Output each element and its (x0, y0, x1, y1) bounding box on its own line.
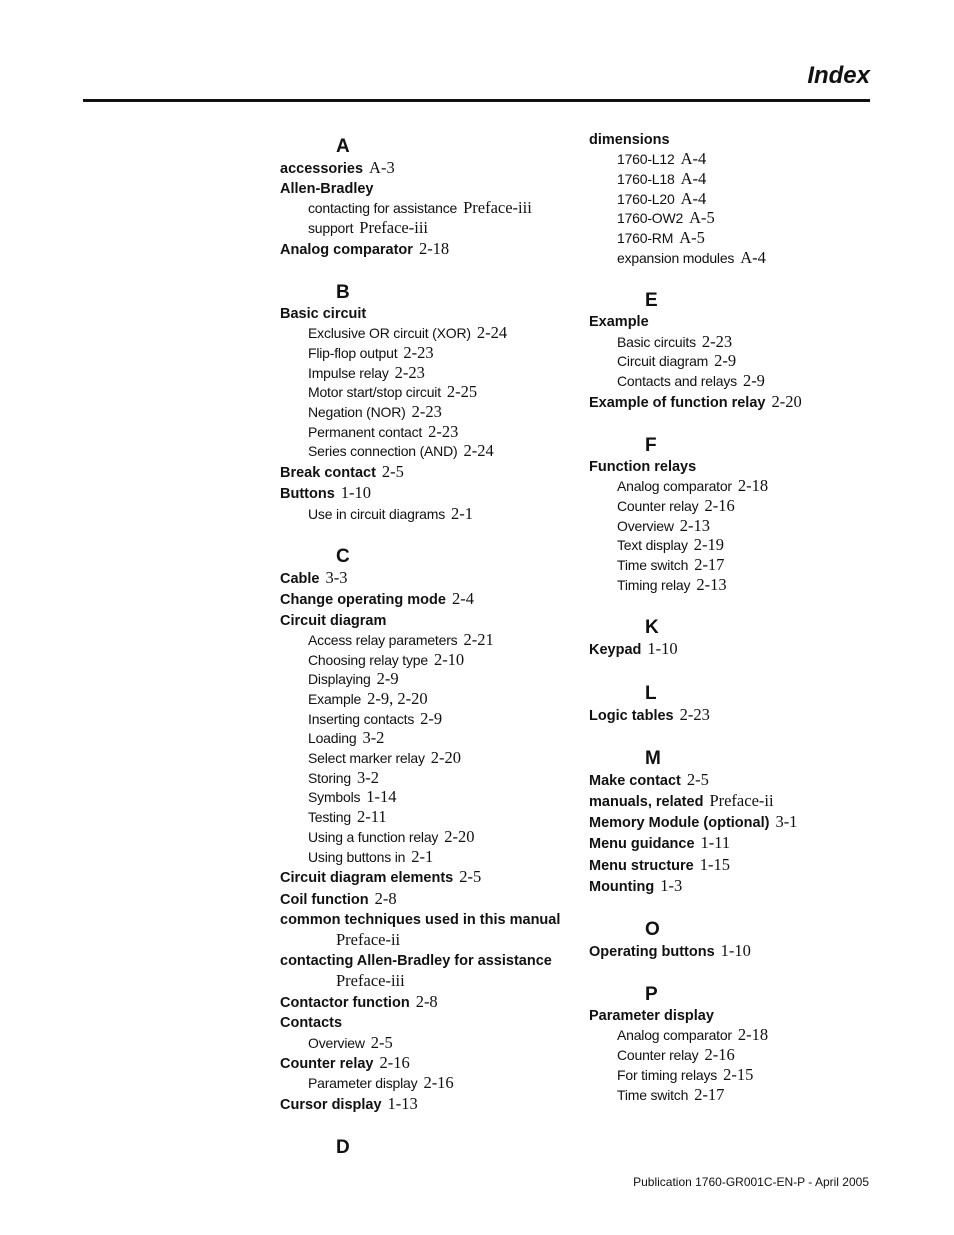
index-entry (280, 1013, 580, 1033)
subentry-term: Symbols (308, 789, 361, 806)
entry-term: Example of function relay (589, 394, 766, 411)
index-subentry (280, 505, 580, 525)
entry-term: Break contact (280, 465, 376, 482)
entry-page: 3-3 (325, 568, 348, 588)
subentry-page: 2-9 (420, 708, 443, 728)
subentry-term: Parameter display (308, 1075, 418, 1092)
subentry-page: 2-21 (463, 629, 494, 649)
subentry-term: Permanent contact (308, 423, 423, 440)
subentry-term: Using buttons in (308, 848, 406, 865)
entry-page: 1-10 (647, 639, 678, 659)
index-entry (280, 589, 580, 610)
subentry-page: 2-23 (428, 421, 459, 441)
subentry-term: Basic circuits (617, 333, 696, 350)
subentry-page: 2-25 (446, 382, 478, 402)
index-subentry (280, 324, 580, 344)
entry-page: A-3 (369, 158, 395, 177)
entry-page: 2-5 (686, 769, 709, 789)
subentry-page: 2-23 (394, 362, 425, 382)
index-entry (280, 951, 580, 971)
index-subentry (589, 576, 869, 596)
subentry-page: 2-16 (704, 495, 735, 515)
subentry-term: Storing (308, 769, 351, 786)
subentry-term: Loading (308, 730, 357, 747)
subentry-term: For timing relays (617, 1066, 718, 1083)
subentry-page: 2-13 (679, 515, 710, 535)
index-entry (280, 867, 580, 888)
subentry-term: expansion modules (617, 249, 735, 266)
index-entry (280, 483, 580, 504)
entry-term: Parameter display (589, 1008, 714, 1025)
index-subentry (589, 1086, 869, 1106)
index-entry (589, 833, 869, 854)
subentry-page: 2-5 (370, 1032, 393, 1052)
index-entry (589, 392, 869, 413)
entry-term: Contacts (280, 1015, 343, 1032)
index-subentry (589, 1066, 869, 1086)
index-section (280, 1137, 580, 1159)
index-section (589, 290, 869, 413)
entry-term: Coil function (280, 891, 369, 908)
index-subentry (280, 1074, 580, 1094)
subentry-term: Motor start/stop circuit (308, 384, 441, 401)
subentry-page: 2-23 (701, 331, 733, 351)
entry-page: Preface-iii (336, 971, 405, 991)
index-subentry (589, 209, 869, 229)
index-entry (280, 568, 580, 589)
entry-term: Menu guidance (589, 836, 695, 853)
index-subentry (589, 477, 869, 497)
index-subentry (589, 1026, 869, 1046)
index-entry (280, 304, 580, 324)
index-entry (280, 158, 580, 179)
section-letter: L (645, 682, 657, 704)
entry-term: Operating buttons (589, 943, 715, 960)
index-subentry (280, 749, 580, 769)
entry-term: Menu structure (589, 857, 694, 874)
subentry-page: 2-24 (463, 441, 494, 461)
index-subentry (589, 190, 869, 210)
subentry-term: Impulse relay (308, 364, 389, 381)
index-column-right (589, 130, 869, 1127)
entry-page: 2-8 (374, 888, 397, 908)
index-section (589, 617, 869, 660)
index-entry (280, 239, 580, 260)
entry-page: 2-5 (459, 867, 482, 887)
index-subentry (280, 710, 580, 730)
subentry-page: 3-2 (362, 728, 385, 748)
subentry-term: Counter relay (617, 1047, 699, 1064)
entry-term: Buttons (280, 486, 335, 503)
index-subentry (280, 364, 580, 384)
subentry-page: A-4 (680, 149, 707, 169)
subentry-page: 2-1 (411, 846, 434, 866)
index-entry (280, 611, 580, 631)
index-subentry (280, 670, 580, 690)
entry-term: common techniques used in this manual (280, 911, 561, 928)
subentry-term: support (308, 220, 354, 237)
entry-page: 1-13 (387, 1094, 418, 1114)
subentry-term: Use in circuit diagrams (308, 505, 445, 522)
entry-term: Analog comparator (280, 241, 413, 258)
subentry-term: Time switch (617, 1086, 689, 1103)
entry-term: Keypad (589, 642, 642, 659)
entry-page-continued (280, 971, 580, 992)
index-entry (280, 462, 580, 483)
index-section (589, 683, 869, 726)
index-entry (589, 876, 869, 897)
subentry-page: Preface-iii (359, 218, 429, 238)
subentry-term: 1760-L20 (617, 190, 675, 207)
index-subentry (280, 219, 580, 239)
subentry-page: 2-15 (723, 1064, 754, 1084)
entry-term: Logic tables (589, 707, 674, 724)
subentry-page: 2-17 (694, 554, 725, 574)
index-subentry (280, 631, 580, 651)
index-entry (589, 1006, 869, 1026)
index-subentry (280, 383, 580, 403)
entry-page: 2-23 (679, 704, 710, 724)
index-subentry (280, 199, 580, 219)
index-entry (589, 130, 869, 150)
index-subentry (589, 150, 869, 170)
header-rule (83, 99, 870, 102)
subentry-page: 2-1 (451, 503, 473, 523)
subentry-term: Testing (308, 809, 351, 826)
index-subentry (589, 229, 869, 249)
index-column-left (280, 130, 580, 1181)
section-letter: E (645, 290, 658, 312)
entry-term: Function relays (589, 458, 697, 475)
entry-term: contacting Allen-Bradley for assistance (280, 952, 552, 969)
subentry-page: Preface-iii (463, 198, 532, 218)
subentry-term: Series connection (AND) (308, 443, 458, 460)
subentry-page: 2-9, 2-20 (367, 688, 428, 708)
index-entry (280, 889, 580, 910)
subentry-term: Access relay parameters (308, 631, 458, 648)
entry-term: accessories (280, 161, 364, 177)
subentry-page: 2-9 (376, 669, 399, 689)
subentry-term: 1760-L12 (617, 151, 675, 168)
entry-term: Circuit diagram elements (280, 870, 454, 887)
section-letter: P (645, 984, 658, 1006)
entry-term: Make contact (589, 772, 681, 789)
index-subentry (280, 651, 580, 671)
index-entry (589, 855, 869, 876)
subentry-page: 3-2 (356, 767, 379, 787)
entry-page: 1-11 (700, 833, 731, 853)
subentry-term: Flip-flop output (308, 344, 398, 361)
entry-page: Preface-ii (336, 929, 401, 949)
subentry-page: 2-17 (694, 1084, 725, 1104)
entry-term: Counter relay (280, 1056, 374, 1073)
index-subentry (280, 423, 580, 443)
entry-page: Preface-ii (709, 790, 774, 810)
entry-page: 2-4 (451, 589, 474, 609)
index-entry (280, 992, 580, 1013)
subentry-term: Exclusive OR circuit (XOR) (308, 325, 471, 342)
subentry-term: Choosing relay type (308, 651, 428, 668)
entry-page: 2-18 (418, 238, 450, 258)
index-subentry (280, 848, 580, 868)
index-subentry (280, 403, 580, 423)
entry-term: Cursor display (280, 1097, 382, 1114)
entry-term: Circuit diagram (280, 612, 387, 629)
index-entry (589, 812, 869, 833)
subentry-page: 2-11 (356, 807, 387, 827)
subentry-page: 2-20 (430, 748, 462, 768)
index-subentry (589, 170, 869, 190)
subentry-term: Overview (308, 1034, 365, 1051)
index-entry (280, 1094, 580, 1115)
index-subentry (589, 497, 869, 517)
index-section (589, 130, 869, 268)
subentry-page: A-4 (680, 188, 707, 208)
index-subentry (589, 536, 869, 556)
index-subentry (589, 249, 869, 269)
subentry-term: contacting for assistance (308, 200, 458, 217)
subentry-term: Analog comparator (617, 1027, 732, 1044)
index-entry (589, 941, 869, 962)
subentry-term: Analog comparator (617, 478, 732, 495)
entry-term: Contactor function (280, 995, 410, 1012)
section-letter: K (645, 617, 659, 639)
subentry-term: Text display (617, 537, 688, 554)
subentry-page: 2-16 (423, 1073, 454, 1093)
entry-page: 1-15 (699, 854, 730, 874)
entry-page: 2-20 (771, 391, 802, 411)
subentry-page: 2-10 (433, 649, 465, 669)
page-title: Index (807, 62, 870, 89)
index-subentry (280, 1034, 580, 1054)
subentry-term: Timing relay (617, 576, 691, 593)
entry-page: 1-3 (660, 875, 683, 895)
subentry-term: Circuit diagram (617, 353, 709, 370)
section-letter: O (645, 918, 660, 940)
subentry-page: 2-19 (693, 535, 724, 555)
publication-footer: Publication 1760-GR001C-EN-P - April 2005 (633, 1175, 869, 1189)
index-entry (589, 705, 869, 726)
subentry-term: Inserting contacts (308, 710, 415, 727)
index-entry (589, 457, 869, 477)
subentry-page: 2-9 (714, 351, 737, 371)
subentry-term: 1760-OW2 (617, 210, 684, 227)
section-letter: B (336, 282, 350, 304)
index-subentry (589, 517, 869, 537)
entry-term: Cable (280, 571, 320, 588)
section-letter: M (645, 747, 661, 769)
index-entry (280, 910, 580, 930)
subentry-term: Overview (617, 517, 674, 534)
subentry-term: Time switch (617, 556, 689, 573)
entry-page-continued (280, 930, 580, 951)
subentry-term: Example (308, 690, 362, 707)
subentry-page: 2-9 (742, 371, 765, 391)
index-entry (280, 179, 580, 199)
subentry-page: 2-24 (476, 323, 508, 343)
subentry-term: Negation (NOR) (308, 404, 406, 421)
subentry-page: 2-23 (411, 402, 442, 422)
index-entry (589, 639, 869, 660)
index-section (280, 546, 580, 1115)
index-subentry (589, 333, 869, 353)
entry-term: dimensions (589, 132, 670, 148)
subentry-page: 2-18 (737, 476, 769, 496)
index-subentry (589, 372, 869, 392)
index-subentry (280, 690, 580, 710)
index-subentry (280, 729, 580, 749)
index-section (589, 748, 869, 897)
subentry-page: A-4 (680, 168, 707, 188)
section-letter: D (336, 1137, 350, 1159)
index-subentry (280, 344, 580, 364)
entry-term: Mounting (589, 878, 655, 895)
section-letter: C (336, 546, 350, 568)
subentry-term: Counter relay (617, 497, 699, 514)
entry-term: Example (589, 314, 649, 331)
subentry-page: A-4 (740, 247, 766, 267)
index-subentry (280, 808, 580, 828)
index-section (280, 136, 580, 260)
subentry-term: 1760-L18 (617, 170, 675, 187)
index-subentry (280, 442, 580, 462)
subentry-page: 2-23 (403, 342, 434, 362)
entry-page: 2-5 (381, 462, 404, 482)
section-letter: A (336, 136, 350, 157)
entry-page: 1-10 (720, 940, 751, 960)
subentry-term: 1760-RM (617, 230, 674, 247)
index-section (280, 282, 580, 524)
subentry-term: Select marker relay (308, 750, 425, 767)
subentry-term: Using a function relay (308, 828, 439, 845)
index-subentry (280, 788, 580, 808)
index-subentry (589, 352, 869, 372)
entry-page: 2-16 (379, 1053, 410, 1073)
subentry-page: A-5 (689, 208, 715, 228)
index-subentry (589, 1046, 869, 1066)
index-section (589, 919, 869, 962)
entry-term: Change operating mode (280, 592, 446, 609)
entry-term: Memory Module (optional) (589, 815, 770, 832)
section-letter: F (645, 434, 657, 456)
index-section (589, 435, 869, 595)
index-entry (589, 312, 869, 332)
subentry-page: 2-16 (704, 1045, 735, 1065)
entry-page: 3-1 (775, 812, 798, 832)
index-subentry (280, 828, 580, 848)
subentry-page: 2-20 (444, 826, 475, 846)
index-section (589, 984, 869, 1105)
index-subentry (280, 769, 580, 789)
entry-page: 2-8 (415, 992, 438, 1012)
index-entry (589, 770, 869, 791)
subentry-page: 2-13 (696, 574, 727, 594)
index-entry (280, 1053, 580, 1074)
subentry-page: 1-14 (366, 787, 397, 807)
entry-term: manuals, related (589, 793, 704, 810)
subentry-term: Displaying (308, 671, 371, 688)
subentry-term: Contacts and relays (617, 373, 737, 390)
index-subentry (589, 556, 869, 576)
index-entry (589, 791, 869, 812)
subentry-page: 2-18 (737, 1025, 769, 1045)
entry-term: Basic circuit (280, 306, 367, 323)
subentry-page: A-5 (679, 228, 705, 248)
entry-term: Allen-Bradley (280, 181, 374, 198)
entry-page: 1-10 (340, 483, 372, 503)
